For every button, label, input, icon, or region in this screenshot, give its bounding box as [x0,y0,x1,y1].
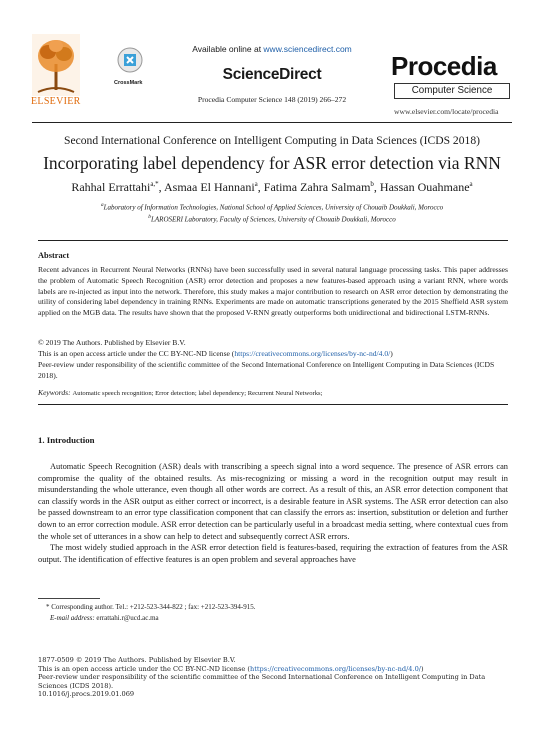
author-list: Rahhal Errattahi$^{a,*}$, Asmaa El Hannani$^a$, Fatima Zahra Salmam$^b$, Hassan Ouahmane$^a$ [71,180,473,194]
copyright-line: © 2019 The Authors. Published by Elsevier B.V. [38,338,186,347]
keywords [38,388,322,397]
conference-name: Second International Conference on Intelligent Computing in Data Sciences (ICDS 2018) [64,134,480,147]
abstract-heading: Abstract [38,251,70,260]
abstract-text: Recent advances in Recurrent Neural Networks (RNNs) have been successfully used in several natural language processing tasks. This paper addresses the problem of Automatic Speech Recognition (ASR) error detection and proposes a new features-based approach using a variant RNN, where words labels are re-injected as input into the network. Therefore, this study makes a major contribution to research on ASR error detection by demonstrating the utility of considering label dependency in training RNNs. Experiments are made on automatic transcriptions generated by the 2015 Sheffield ASR system applied on the MGB data. The results have shown that the proposed V-RNN greatly outperforms both unidirectional and bidirectional LSTM-RNNs. [38,265,508,318]
email-note [50,614,159,622]
author-affiliation-mark: a [469,180,473,188]
crossmark-label: CrossMark [114,80,143,86]
paper-title: Incorporating label dependency for ASR error detection via RNN [43,153,501,173]
author-name: Rahhal Errattahi [71,180,151,194]
sciencedirect-link[interactable]: www.sciencedirect.com [263,44,352,54]
license-link[interactable]: https://creativecommons.org/licenses/by-nc-nd/4.0/ [234,349,391,358]
keywords-list: Automatic speech recognition; Error detection; label dependency; Recurrent Neural Networks; [72,390,323,397]
keywords-label: Keywords: [38,388,71,397]
footer-peer-review: Peer-review under responsibility of the scientific committee of the Second International Conference on Intelligent Computing in Data Sciences (ICDS 2018). [38,673,486,690]
author-affiliation-mark: a [254,180,258,188]
issn-line: 1877-0509 © 2019 The Authors. Published by Elsevier B.V. [38,656,236,664]
available-prefix: Available online at [192,44,264,54]
email-address[interactable]: errattahi.r@ucd.ac.ma [94,614,159,622]
elsevier-wordmark: ELSEVIER [31,96,81,107]
footer-open-access-line: This is an open access article under the CC BY-NC-ND license (https://creativecommons.org/licenses/by-nc-nd/4.0/) [38,664,424,673]
intro-paragraph-2: The most widely studied approach in the ASR error detection field is features-based, requiring the extraction of features from the ASR output. The identification of effective features is an open problem and several approaches have [38,543,508,564]
journal-reference: Procedia Computer Science 148 (2019) 266–272 [197,95,347,104]
author-name: Fatima Zahra Salmam [263,180,371,194]
peer-review-line: Peer-review under responsibility of the scientific committee of the Second International Conference on Intelligent Computing in Data Sciences (ICDS 2018). [38,360,495,380]
affiliation-b: $^b$LAROSERI Laboratory, Faculty of Sciences, University of Chouaib Doukkali, Morocco [148,214,396,224]
abstract-top-rule [38,240,508,241]
affiliation-a: $^a$Laboratory of Information Technologies, National School of Applied Sciences, University of Chouaib Doukkali, Morocco [100,202,444,212]
author-name: Asmaa El Hannani [164,180,255,194]
author-name: Hassan Ouahmane [379,180,470,194]
corresponding-author-note: * Corresponding author. Tel.: +212-523-344-822 ; fax: +212-523-394-915. [46,603,256,611]
computer-science-badge: Computer Science [394,83,510,99]
procedia-wordmark: Procedia [391,51,497,81]
author-affiliation-mark: a,* [150,180,159,188]
abstract-bottom-rule [38,404,508,405]
open-access-line: This is an open access article under the CC BY-NC-ND license (https://creativecommons.org/licenses/by-nc-nd/4.0/) [38,349,393,358]
footnote-rule [38,598,100,599]
journal-url[interactable]: www.elsevier.com/locate/procedia [394,107,499,116]
doi[interactable]: 10.1016/j.procs.2019.01.069 [38,690,135,699]
header-rule [32,122,512,123]
intro-body [38,461,508,565]
intro-paragraph-1: Automatic Speech Recognition (ASR) deals with transcribing a speech signal into a word sequence. The presence of ASR errors can compromise the quality of the obtained results. As mis-recognizing or missing a word in the recognition output may result in misunderstanding the whole utterance, even though all other words are correct. As a result of this, an ASR error detection component that can classify words in the ASR output as either correct or incorrect, is a desirable feature in ASR systems. The ASR error detection can also be passed downstream to an error type classification component that can classify the errors as: insertion, substitution or deletion and further down to an error correction module. ASR error detection can be particularly useful in a broadcast media setting, where contextual cues from the whole set of utterances in a show can help to detect and subsequently correct ASR errors. [38,462,508,541]
footer-license-block [38,656,508,699]
author-affiliation-mark: b [370,180,374,188]
footer-license-link[interactable]: https://creativecommons.org/licenses/by-nc-nd/4.0/ [250,664,421,673]
section-heading: 1. Introduction [38,435,95,445]
email-label: E-mail address: [50,614,95,622]
sciencedirect-wordmark: ScienceDirect [222,66,322,83]
